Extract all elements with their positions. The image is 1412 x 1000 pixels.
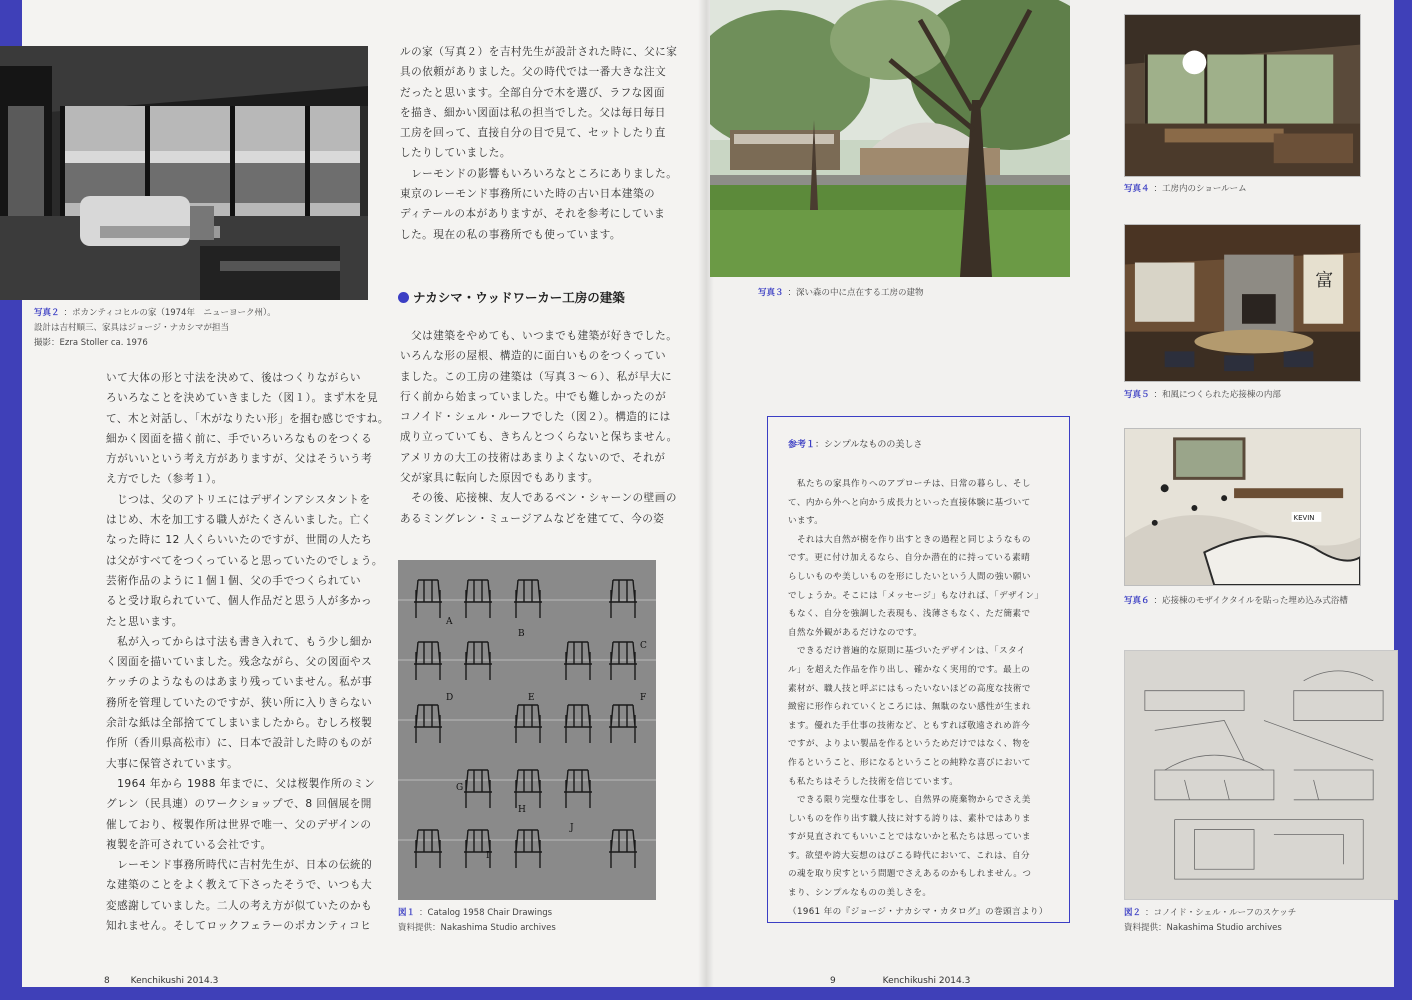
- col1-line: 私が入ってからは寸法も書き入れて、もう少し細か: [106, 635, 373, 648]
- photo6-caption-text: ：応接棟のモザイクタイルを貼った埋め込み式浴槽: [1153, 596, 1348, 606]
- reference-box-line: できるだけ普遍的な原則に基づいたデザインは、「スタイ: [788, 646, 1026, 657]
- section-heading: [398, 288, 625, 306]
- col1-line: 知れません。そしてロックフェラーのポカンティコヒ: [106, 920, 372, 933]
- figure2-caption-tag: 図２: [1124, 908, 1142, 918]
- reference-box-title: [788, 437, 922, 450]
- photo5-caption-tag: 写真５: [1124, 390, 1150, 400]
- photo2-caption-line3: 撮影：Ezra Stoller ca. 1976: [34, 338, 148, 348]
- figure1-caption: [398, 906, 556, 936]
- col1-line: ろいろなことを決めていきました（図１）。まず木を見: [106, 392, 379, 405]
- col2-top-line: した。現在の私の事務所でも使っています。: [400, 228, 622, 241]
- col2-top-line: したりしていました。: [400, 147, 511, 160]
- reference-box-line: て、内から外へと向かう成長力といった直接体験に基づいて: [788, 497, 1031, 508]
- photo4-caption-tag: 写真４: [1124, 184, 1150, 194]
- reference-box-line: それは大自然が樹を作り出すときの過程と同じようなもの: [788, 534, 1031, 545]
- chair-letter-label: C: [640, 641, 647, 651]
- photo-forest-exterior: [710, 0, 1070, 277]
- col2-bottom-line: ました。この工房の建築は（写真３〜６）、私が早大に: [400, 370, 673, 383]
- reference-box-title-text: ：シンプルなものの美しさ: [815, 440, 923, 450]
- photo3-caption-text: ：深い森の中に点在する工房の建物: [787, 288, 924, 298]
- col1-line: たと思います。: [106, 615, 183, 628]
- photo5-caption: [1124, 388, 1281, 403]
- photo2-caption-line1: ：ポカンティコヒルの家（1974年 ニューヨーク州）。: [63, 308, 276, 318]
- reference-box-line: も私たちはそうした技術を信じています。: [788, 776, 959, 787]
- col1-line: は父がすべてをつくっていると思っていたのでしょう。: [106, 554, 383, 567]
- figure-conoid-shell-sketch: [1124, 650, 1398, 900]
- col1-line: て、木と対話し、「木がなりたい形」を掴む感じですね。: [106, 412, 389, 425]
- reference-box-line: 私たちの家具作りへのアプローチは、日常の暮らし、そし: [788, 479, 1031, 489]
- chair-letter-label: B: [518, 629, 525, 639]
- col1-line: な建築のことをよく教えて下さったそうで、いつも大: [106, 879, 373, 892]
- col2-bottom-line: その後、応接棟、友人であるベン・シャーンの壁画の: [400, 492, 677, 505]
- col2-bottom-line: アメリカの大工の技術はあまりよくないので、それが: [400, 451, 666, 464]
- col1-line: 1964 年から 1988 年までに、父は桜製作所のミン: [106, 777, 376, 790]
- col2-top-line: ルの家（写真２）を吉村先生が設計された時に、父に家: [400, 46, 678, 58]
- col1-line: 催しており、桜製作所は世界で唯一、父のデザインの: [106, 818, 372, 831]
- reference-box-line: 作るということ、形になるということの純粋な喜びにおいて: [788, 757, 1031, 768]
- col1-line: 余計な紙は全部捨ててしまいましたから。むしろ桜製: [106, 717, 373, 730]
- chair-letter-label: G: [456, 783, 464, 793]
- photo6-sign: KEVIN: [1293, 513, 1315, 522]
- reference-box-line: ます。優れた手仕事の技術など、ともすれば敬遠されめ許今: [788, 720, 1031, 731]
- col1-line: ケッチのようなものはあまり残っていません。私が事: [106, 676, 373, 689]
- reference-box-line: ル」を超えた作品を作り出し、確かなく実用的です。最上の: [788, 664, 1031, 675]
- chair-letter-label: E: [528, 693, 535, 703]
- figure2-caption-line1: ：コノイド・シェル・ルーフのスケッチ: [1145, 908, 1297, 918]
- col1-line: 大事に保管されています。: [106, 757, 239, 770]
- reference-box-line: できる限り完璧な仕事をし、自然界の廃棄物からでさえ美: [788, 795, 1031, 806]
- col1-line: いて大体の形と寸法を決めて、後はつくりながらい: [106, 372, 361, 384]
- reference-box-line: す。欲望や誇大妄想のはびこる時代において、これは、自分: [788, 850, 1030, 861]
- photo5-sign: 富: [1315, 270, 1334, 292]
- reference-box-line: もなく、自分を強調した表現も、浅薄さもなく、ただ簡素で: [788, 609, 1031, 620]
- chair-letter-label: A: [446, 617, 453, 627]
- left-text-column-2-bottom: [400, 326, 678, 529]
- heading-bullet-icon: [398, 292, 409, 303]
- col2-bottom-line: コノイド・シェル・ルーフでした（図２）。構造的には: [400, 411, 671, 424]
- reference-box-tag: 参考１: [788, 440, 816, 450]
- col2-bottom-line: 父が家具に転向した原因でもあります。: [400, 472, 599, 485]
- left-folio: [104, 976, 218, 986]
- figure1-caption-line1: ：Catalog 1958 Chair Drawings: [419, 908, 553, 918]
- figure1-caption-tag: 図１: [398, 908, 416, 918]
- col1-line: ると受け取られていて、個人作品だと思う人が多かっ: [106, 595, 373, 608]
- col1-line: なった時に 12 人くらいいたのですが、世間の人たち: [106, 534, 373, 547]
- photo2-caption-tag: 写真２: [34, 308, 60, 318]
- reference-box-line: らしいものや美しいものを形にしたいという人間の強い願い: [788, 571, 1031, 582]
- photo-pocantico-interior: [0, 46, 368, 300]
- col2-bottom-line: 成り立っていても、きちんとつくらないと保ちません。: [400, 431, 678, 444]
- col2-bottom-line: いろんな形の屋根、構造的に面白いものをつくってい: [400, 350, 667, 363]
- photo3-caption-tag: 写真３: [758, 288, 784, 298]
- col1-line: 複製を許可されている会社です。: [106, 838, 272, 851]
- col2-bottom-line: あるミングレン・ミュージアムなどを建てて、今の姿: [400, 512, 665, 525]
- col2-top-line: 工房を回って、直接自分の目で見て、セットしたり直: [400, 127, 666, 140]
- figure2-caption-line2: 資料提供：Nakashima Studio archives: [1124, 923, 1282, 933]
- right-magazine-name: Kenchikushi 2014.3: [882, 976, 971, 986]
- chair-letter-label: H: [518, 805, 526, 815]
- chair-letter-label: F: [640, 693, 647, 703]
- reference-box-line: です。更に付け加えるなら、自分か潜在的に持っている素晴: [788, 553, 1031, 564]
- col1-line: く図面を描いていました。残念ながら、父の図面やス: [106, 656, 373, 669]
- photo-mosaic-bathtub: [1124, 428, 1361, 586]
- col1-line: 方がいいという考え方がありますが、父はそういう考: [106, 453, 373, 466]
- col1-line: はじめ、木を加工する職人がたくさんいました。亡く: [106, 514, 372, 527]
- reference-box-line: の魂を取り戻すという問題でさえあるのかもしれません。つ: [788, 869, 1032, 880]
- reference-box-body: [788, 475, 1048, 921]
- figure2-caption: [1124, 906, 1296, 936]
- col2-bottom-line: 行く前から始まっていました。中でも難しかったのが: [400, 390, 667, 403]
- left-text-column-2-top: [400, 42, 677, 245]
- chair-letter-label: I: [486, 851, 490, 861]
- col2-top-line: レーモンドの影響もいろいろなところにありました。: [400, 167, 678, 180]
- col1-line: え方でした（参考１）。: [106, 473, 223, 486]
- photo3-caption: [758, 286, 924, 301]
- reference-box-line: ですが、よりよい製品を作るというためだけではなく、物を: [788, 739, 1031, 750]
- reference-box-line: 素材が、職人技と呼ぶにはもったいないほどの高度な技術で: [788, 683, 1031, 694]
- figure1-caption-line2: 資料提供：Nakashima Studio archives: [398, 923, 556, 933]
- col1-line: じつは、父のアトリエにはデザインアシスタントを: [106, 493, 371, 506]
- col2-bottom-line: 父は建築をやめても、いつまでも建築が好きでした。: [400, 330, 678, 342]
- left-page-number: 8: [104, 976, 110, 986]
- col2-top-line: だったと思います。全部自分で木を選び、ラフな図面: [400, 86, 665, 99]
- right-folio: [830, 976, 970, 986]
- photo2-caption: [34, 306, 276, 351]
- col1-line: グレン（民具連）のワークショップで、8 回個展を開: [106, 798, 372, 811]
- col1-line: レーモンド事務所時代に吉村先生が、日本の伝統的: [106, 859, 373, 872]
- col1-line: 芸術作品のように１個１個、父の手でつくられてい: [106, 574, 362, 587]
- chair-letter-label: D: [446, 693, 454, 703]
- reference-box-line: います。: [788, 516, 824, 527]
- left-magazine-name: Kenchikushi 2014.3: [130, 976, 219, 986]
- chair-letter-label: J: [570, 823, 574, 833]
- photo-showroom: [1124, 14, 1361, 177]
- reference-box-line: （1961 年の『ジョージ・ナカシマ・カタログ』の巻頭言より）: [788, 906, 1048, 917]
- reference-box: [767, 416, 1070, 923]
- photo5-caption-text: ：和風につくられた応接棟の内部: [1153, 390, 1281, 400]
- photo4-caption: [1124, 182, 1247, 197]
- photo6-caption-tag: 写真６: [1124, 596, 1150, 606]
- reference-box-line: 緻密に形作られていくところには、無駄のない感性が生まれ: [788, 702, 1031, 713]
- col2-top-line: 具の依頼がありました。父の時代では一番大きな注文: [400, 66, 667, 79]
- figure-chair-drawings: [398, 560, 656, 900]
- photo-reception-interior: [1124, 224, 1361, 382]
- reference-box-line: しいものを作り出す職人技に対する誇りは、素朴ではありま: [788, 813, 1031, 824]
- reference-box-line: まり、シンプルなものの美しさを。: [788, 888, 932, 899]
- col2-top-line: 東京のレーモンド事務所にいた時の古い日本建築の: [400, 188, 656, 201]
- col1-line: 変感謝していました。二人の考え方が似ていたのかも: [106, 899, 373, 912]
- reference-box-line: でしょうか。そこには「メッセージ」もなければ、「デザイン」: [788, 590, 1044, 601]
- reference-box-line: 自然な外観があるだけなのです。: [788, 627, 923, 638]
- photo6-caption: [1124, 594, 1348, 609]
- right-page-number: 9: [830, 976, 836, 986]
- photo2-caption-line2: 設計は吉村順三、家具はジョージ・ナカシマが担当: [34, 323, 229, 333]
- reference-box-line: すが見直されてもいいことではないかと私たちは思っていま: [788, 832, 1031, 843]
- col1-line: 作所（香川県高松市）に、日本で設計した時のものが: [106, 737, 373, 750]
- photo4-caption-text: ：工房内のショールーム: [1153, 184, 1247, 194]
- col2-top-line: を描き、細かい図面は私の担当でした。父は毎日毎日: [400, 106, 666, 119]
- col1-line: 細かく図面を描く前に、手でいろいろなものをつくる: [106, 432, 373, 445]
- left-text-column-1: [106, 368, 389, 936]
- col2-top-line: ディテールの本がありますが、それを参考にしていま: [400, 208, 666, 221]
- col1-line: 務所を管理していたのですが、狭い所に入りきらない: [106, 696, 373, 709]
- section-heading-text: ナカシマ・ウッドワーカー工房の建築: [413, 290, 625, 305]
